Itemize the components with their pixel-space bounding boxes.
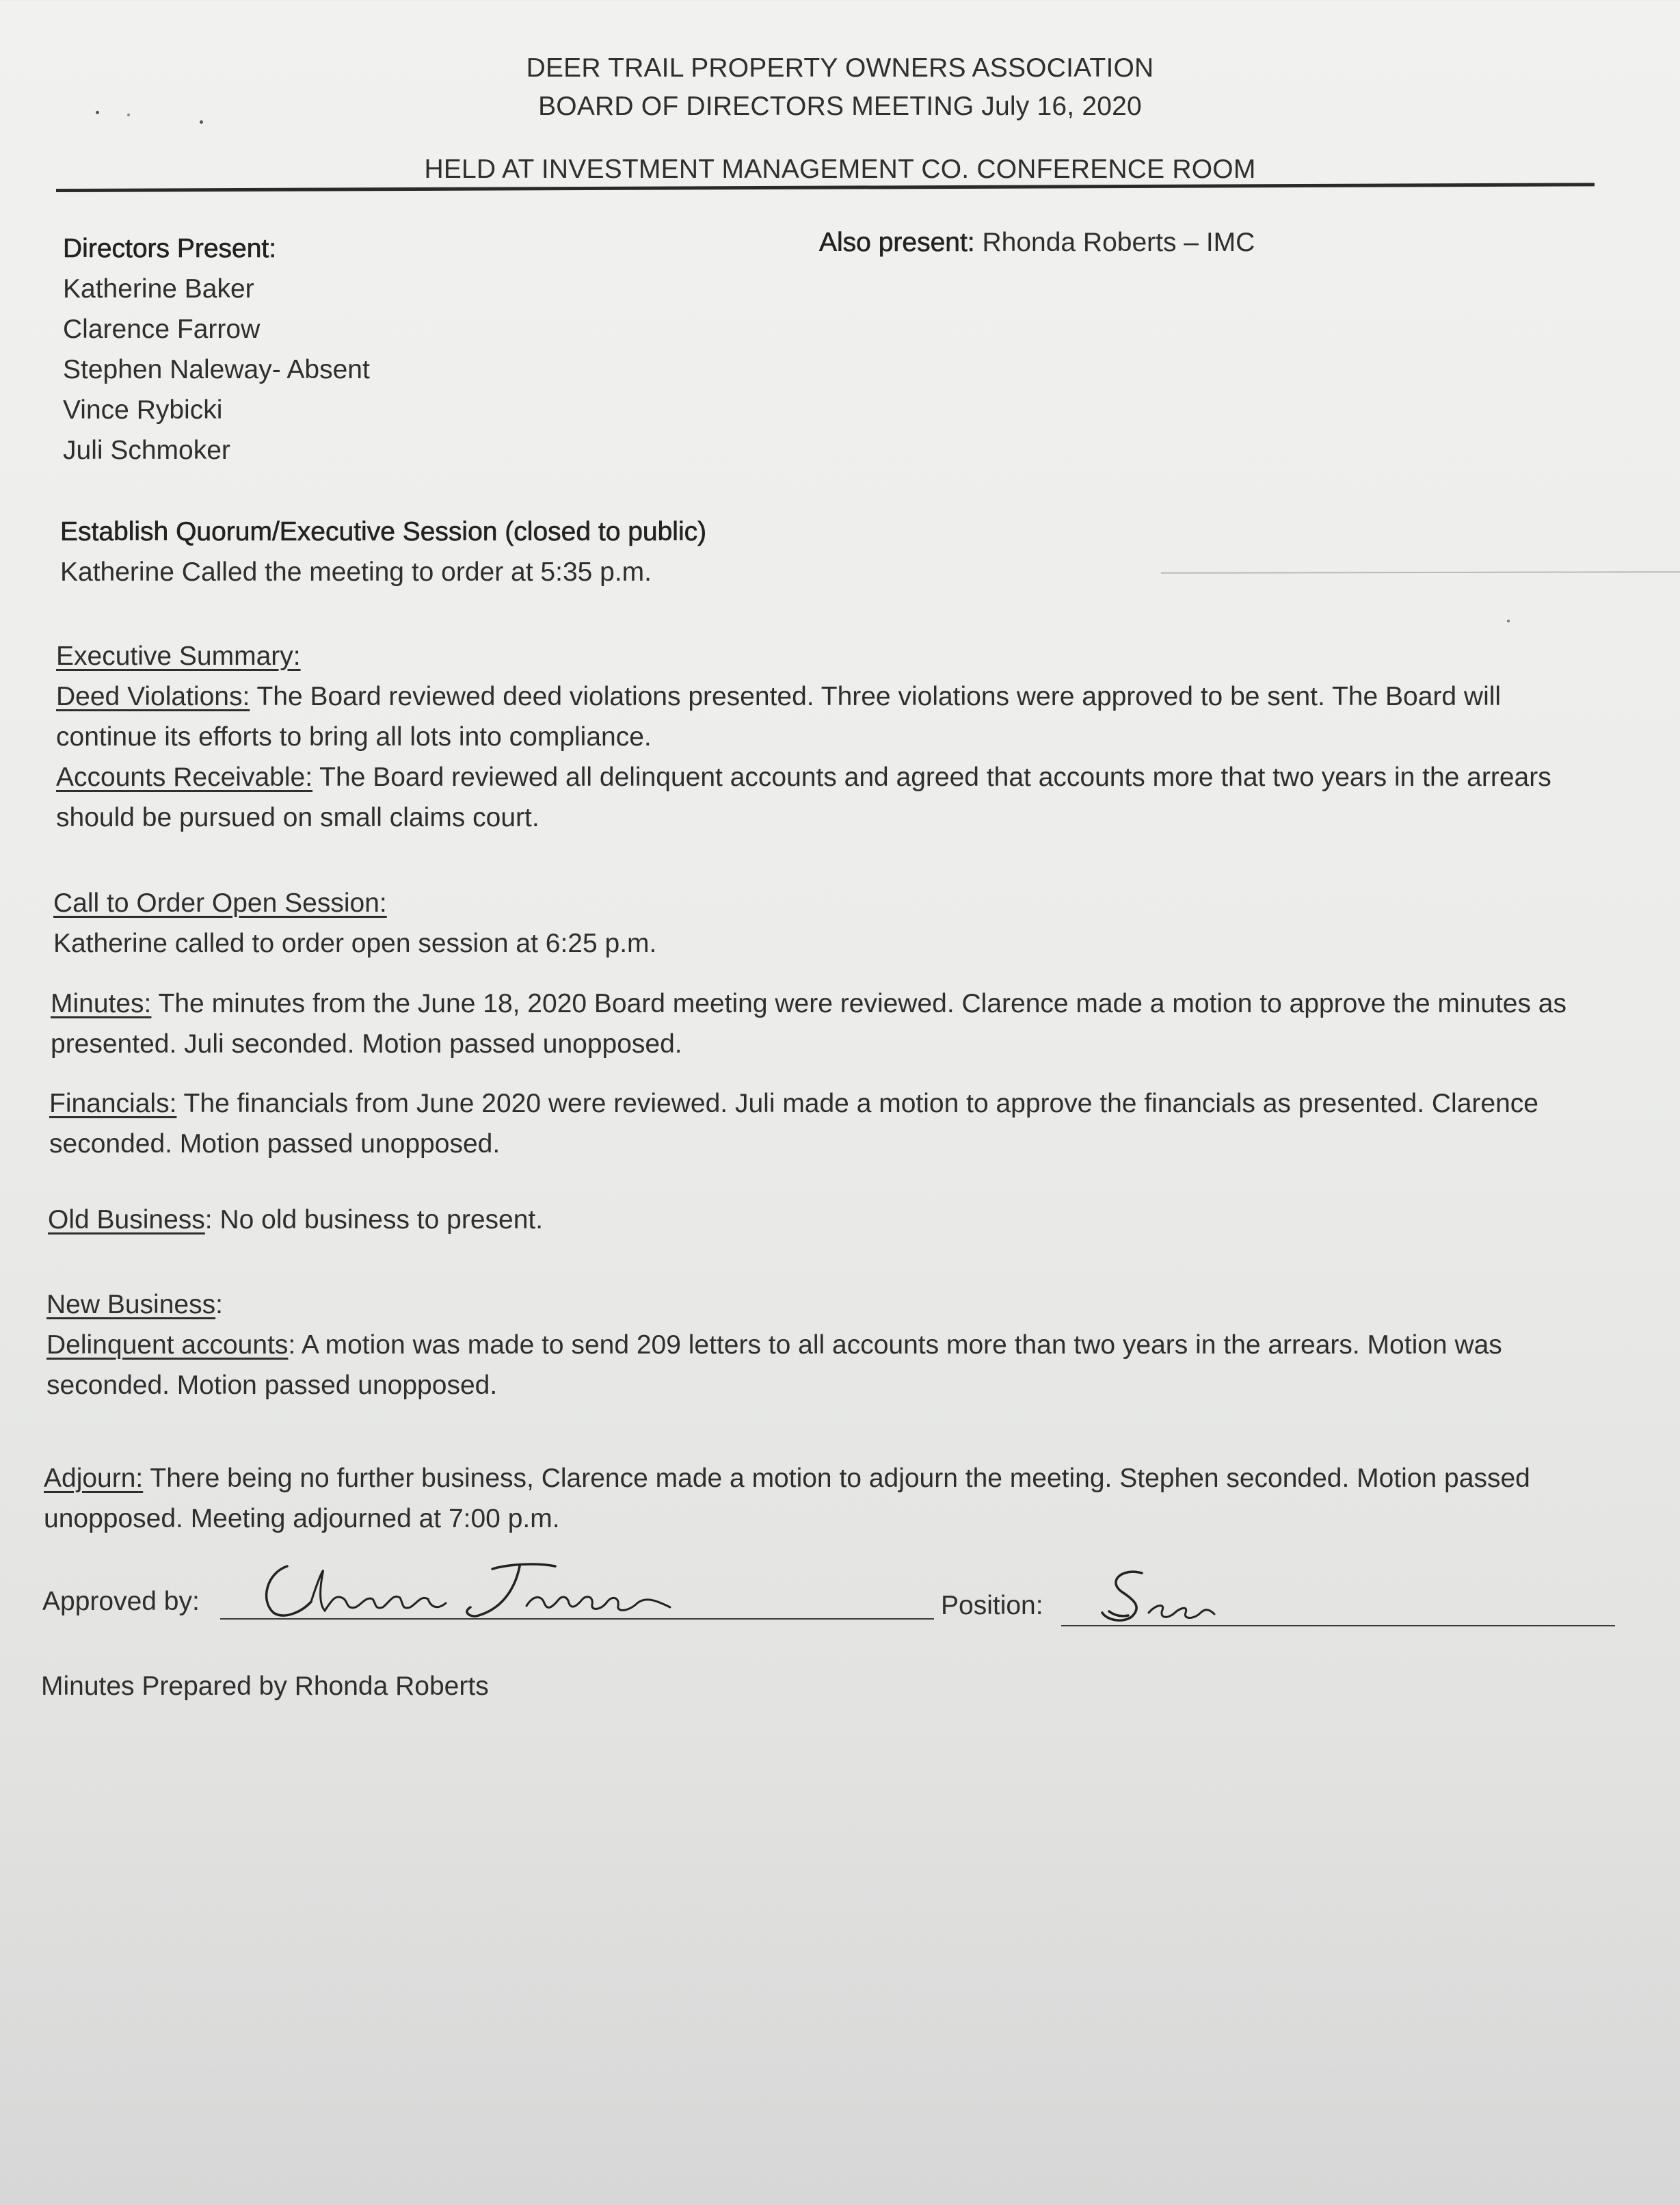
- call-to-order-text: Katherine called to order open session at 6:25 p.m.: [53, 929, 657, 958]
- org-title: DEER TRAIL PROPERTY OWNERS ASSOCIATION: [526, 53, 1154, 83]
- delinquent-accounts-paragraph: [46, 1325, 1612, 1405]
- meeting-location: HELD AT INVESTMENT MANAGEMENT CO. CONFERENCE ROOM: [424, 155, 1256, 184]
- approved-by-label: Approved by:: [42, 1587, 200, 1616]
- accounts-receivable-label: Accounts Receivable:: [56, 763, 313, 792]
- faint-line: [1161, 571, 1680, 574]
- position-label: Position:: [941, 1591, 1043, 1620]
- old-business-paragraph: [48, 1200, 543, 1240]
- old-business-section: [48, 1200, 543, 1240]
- new-business-colon: :: [215, 1290, 223, 1319]
- delinquent-accounts-text: : A motion was made to send 209 letters to all accounts more than two years in the arrears. Motion was seconded. Motion passed unopposed.: [46, 1330, 1502, 1400]
- accounts-receivable-text: The Board reviewed all delinquent accounts and agreed that accounts more that two years in the arrears should be pursued on small claims court.: [56, 763, 1551, 832]
- deed-violations-text: The Board reviewed deed violations presented. Three violations were approved to be sent. The Board will continue its efforts to bring all lots into compliance.: [56, 682, 1502, 752]
- adjourn-text: There being no further business, Clarence made a motion to adjourn the meeting. Stephen seconded. Motion passed unopposed. Meeting adjourned at 7:00 p.m.: [44, 1464, 1530, 1533]
- call-to-order-heading: Call to Order Open Session:: [53, 888, 387, 918]
- adjourn-label: Adjourn:: [44, 1464, 144, 1493]
- minutes-section: [51, 983, 1596, 1064]
- director-name: Katherine Baker: [63, 274, 254, 304]
- new-business-heading-line: [46, 1284, 1612, 1325]
- quorum-text: Katherine Called the meeting to order at 5:35 p.m.: [60, 557, 652, 587]
- position-handwriting: [1094, 1561, 1224, 1629]
- old-business-label: Old Business: [48, 1205, 205, 1234]
- minutes-text: The minutes from the June 18, 2020 Board meeting were reviewed. Clarence made a motion to approve the minutes as presented. Juli seconded. Motion passed unopposed.: [51, 989, 1566, 1059]
- director-name: Clarence Farrow: [63, 315, 261, 344]
- delinquent-accounts-label: Delinquent accounts: [46, 1330, 289, 1360]
- also-present: [819, 222, 1255, 263]
- financials-text: The financials from June 2020 were reviewed. Juli made a motion to approve the financials as presented. Clarence seconded. Motion passed unopposed.: [49, 1089, 1538, 1159]
- financials-paragraph: [49, 1083, 1595, 1164]
- executive-summary-section: [56, 636, 1588, 838]
- also-present-label: Also present:: [819, 228, 975, 257]
- director-name: Vince Rybicki: [63, 395, 223, 425]
- call-to-order-section: [53, 883, 656, 964]
- quorum-section: [60, 512, 706, 592]
- adjourn-paragraph: [44, 1458, 1589, 1539]
- new-business-label: New Business: [46, 1290, 216, 1319]
- old-business-text: : No old business to present.: [204, 1205, 544, 1234]
- accounts-receivable-paragraph: [56, 757, 1588, 838]
- quorum-heading: Establish Quorum/Executive Session (closed to public): [60, 517, 707, 546]
- financials-label: Financials:: [49, 1089, 177, 1118]
- signature-image: [246, 1553, 697, 1628]
- director-name: Juli Schmoker: [63, 436, 230, 465]
- meeting-title: BOARD OF DIRECTORS MEETING July 16, 2020: [538, 92, 1142, 121]
- directors-section: [63, 228, 370, 471]
- director-name: Stephen Naleway- Absent: [63, 355, 370, 384]
- executive-summary-heading: Executive Summary:: [56, 642, 301, 671]
- deed-violations-paragraph: [56, 676, 1588, 757]
- deed-violations-label: Deed Violations:: [56, 682, 250, 711]
- adjourn-section: [44, 1458, 1589, 1539]
- financials-section: [49, 1083, 1595, 1164]
- minutes-label: Minutes:: [51, 989, 152, 1018]
- prepared-by: Minutes Prepared by Rhonda Roberts: [41, 1672, 489, 1701]
- directors-heading: Directors Present:: [63, 234, 277, 263]
- minutes-paragraph: [51, 983, 1596, 1064]
- also-present-value: Rhonda Roberts – IMC: [982, 228, 1255, 257]
- new-business-section: [46, 1284, 1612, 1405]
